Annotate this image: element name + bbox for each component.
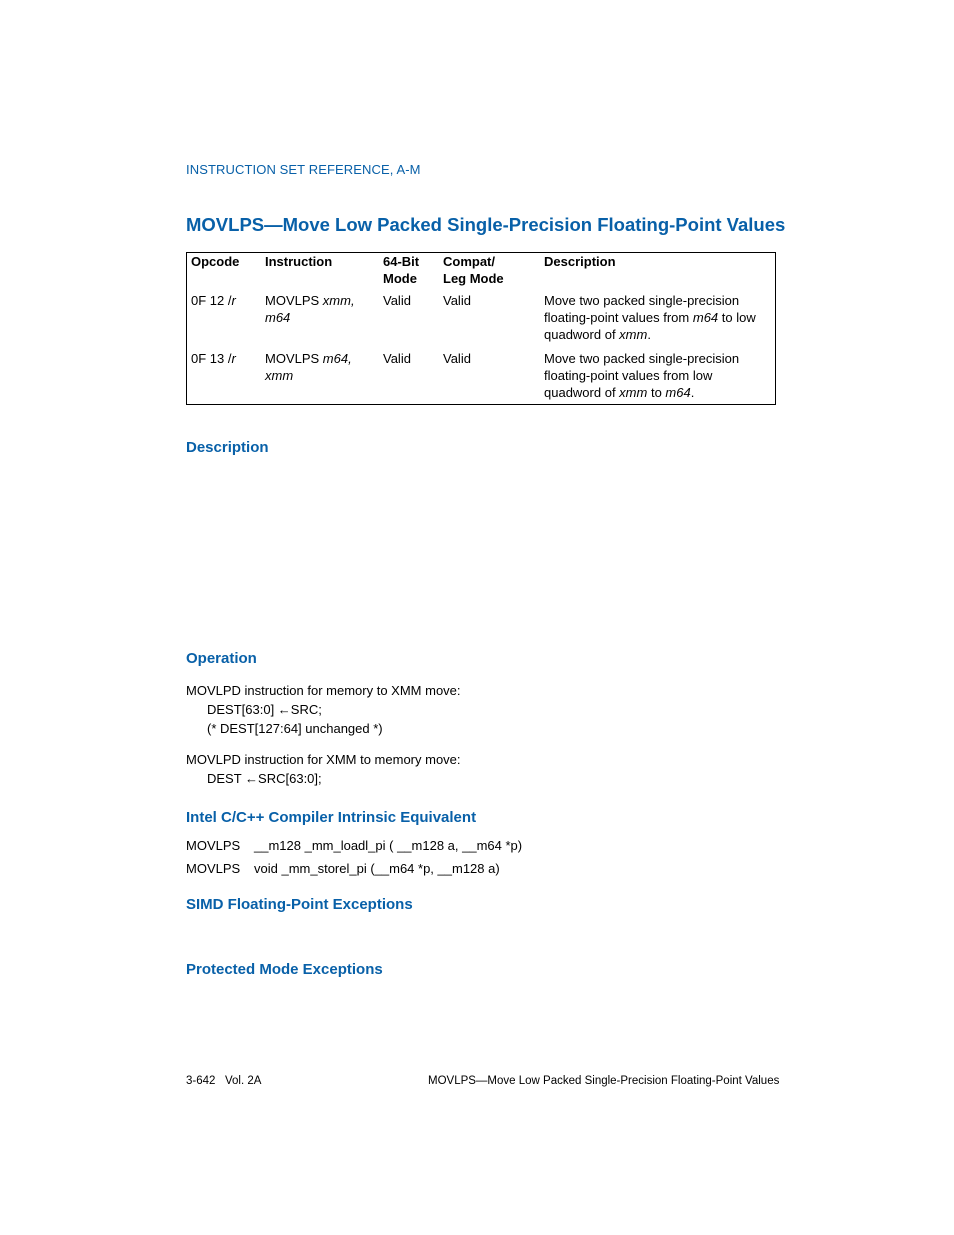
- row1-desc-line2a: floating-point values from: [544, 310, 693, 325]
- operation-block2-line1: DEST ←SRC[63:0];: [207, 771, 322, 786]
- col-header-description: Description: [544, 254, 616, 269]
- row2-instr-op1: m64,: [322, 351, 352, 366]
- row2-instr-op2: xmm: [265, 368, 294, 383]
- row1-desc-line2c: to low: [718, 310, 756, 325]
- opcode-table: [186, 252, 776, 405]
- row2-instruction: [265, 350, 352, 384]
- intrinsic-row2-mnemonic: MOVLPS: [186, 861, 241, 876]
- row2-desc-line3c: to: [647, 385, 666, 400]
- row2-compat-mode: Valid: [443, 351, 471, 366]
- footer-page-number: 3-642 Vol. 2A: [186, 1075, 262, 1087]
- row1-instr-op2: m64: [265, 310, 291, 325]
- col-header-compat-line2: Leg Mode: [443, 271, 504, 286]
- row1-64bit-mode: Valid: [383, 293, 411, 308]
- col-header-64bit-line1: 64-Bit: [383, 254, 420, 269]
- row2-opcode: [191, 350, 236, 367]
- section-heading-protected-mode: Protected Mode Exceptions: [186, 961, 383, 978]
- row1-opcode: [191, 292, 236, 309]
- row1-opcode-text: 0F 12 /: [191, 293, 232, 308]
- section-heading-intrinsic: Intel C/C++ Compiler Intrinsic Equivalent: [186, 809, 477, 826]
- operation-block1-line2: (* DEST[127:64] unchanged *): [207, 721, 383, 736]
- row2-desc-line2: floating-point values from low: [544, 368, 713, 383]
- row2-desc-line3b: xmm: [619, 385, 648, 400]
- page-title: MOVLPS—Move Low Packed Single-Precision Floating-Point Values: [186, 214, 786, 235]
- row2-desc-line3e: .: [690, 385, 695, 400]
- intrinsic-row2-signature: void _mm_storel_pi (__m64 *p, __m128 a): [254, 861, 500, 876]
- row1-instruction: [265, 292, 355, 326]
- row1-desc-line1: Move two packed single-precision: [544, 293, 740, 308]
- col-header-64bit-mode: [383, 253, 419, 287]
- row1-instr-op1: xmm,: [322, 293, 355, 308]
- row1-compat-mode: Valid: [443, 293, 471, 308]
- row2-instr-mnemonic: MOVLPS: [265, 351, 323, 366]
- footer-title: MOVLPS—Move Low Packed Single-Precision Floating-Point Values: [428, 1075, 780, 1087]
- row2-opcode-text: 0F 13 /: [191, 351, 232, 366]
- section-heading-operation: Operation: [186, 650, 257, 667]
- row2-desc-line3d: m64: [665, 385, 691, 400]
- col-header-opcode: Opcode: [191, 254, 240, 269]
- col-header-instruction: Instruction: [265, 254, 333, 269]
- col-header-compat-mode: [443, 253, 504, 287]
- row1-desc-line2b: m64: [692, 310, 719, 325]
- row1-desc-line3a: quadword of: [544, 327, 620, 342]
- row2-64bit-mode: Valid: [383, 351, 411, 366]
- operation-block1-line1: DEST[63:0] ←SRC;: [207, 702, 322, 717]
- row1-desc-line3b: xmm: [619, 327, 648, 342]
- col-header-compat-line1: Compat/: [443, 254, 495, 269]
- intrinsic-row1-mnemonic: MOVLPS: [186, 838, 241, 853]
- col-header-64bit-line2: Mode: [383, 271, 417, 286]
- row1-desc-line3c: .: [647, 327, 651, 342]
- section-heading-simd-exceptions: SIMD Floating-Point Exceptions: [186, 896, 413, 913]
- row2-desc-line1: Move two packed single-precision: [544, 351, 740, 366]
- running-header: INSTRUCTION SET REFERENCE, A-M: [186, 162, 421, 177]
- row2-opcode-reg: r: [231, 351, 236, 366]
- row2-description: [544, 350, 739, 401]
- intrinsic-row1-signature: __m128 _mm_loadl_pi ( __m128 a, __m64 *p): [254, 838, 523, 853]
- operation-block1-title: MOVLPD instruction for memory to XMM move:: [186, 683, 461, 698]
- operation-block2-title: MOVLPD instruction for XMM to memory move:: [186, 752, 461, 767]
- row2-desc-line3a: quadword of: [544, 385, 620, 400]
- row1-description: [544, 292, 756, 343]
- row1-opcode-reg: r: [231, 293, 236, 308]
- row1-instr-mnemonic: MOVLPS: [265, 293, 323, 308]
- section-heading-description: Description: [186, 439, 269, 456]
